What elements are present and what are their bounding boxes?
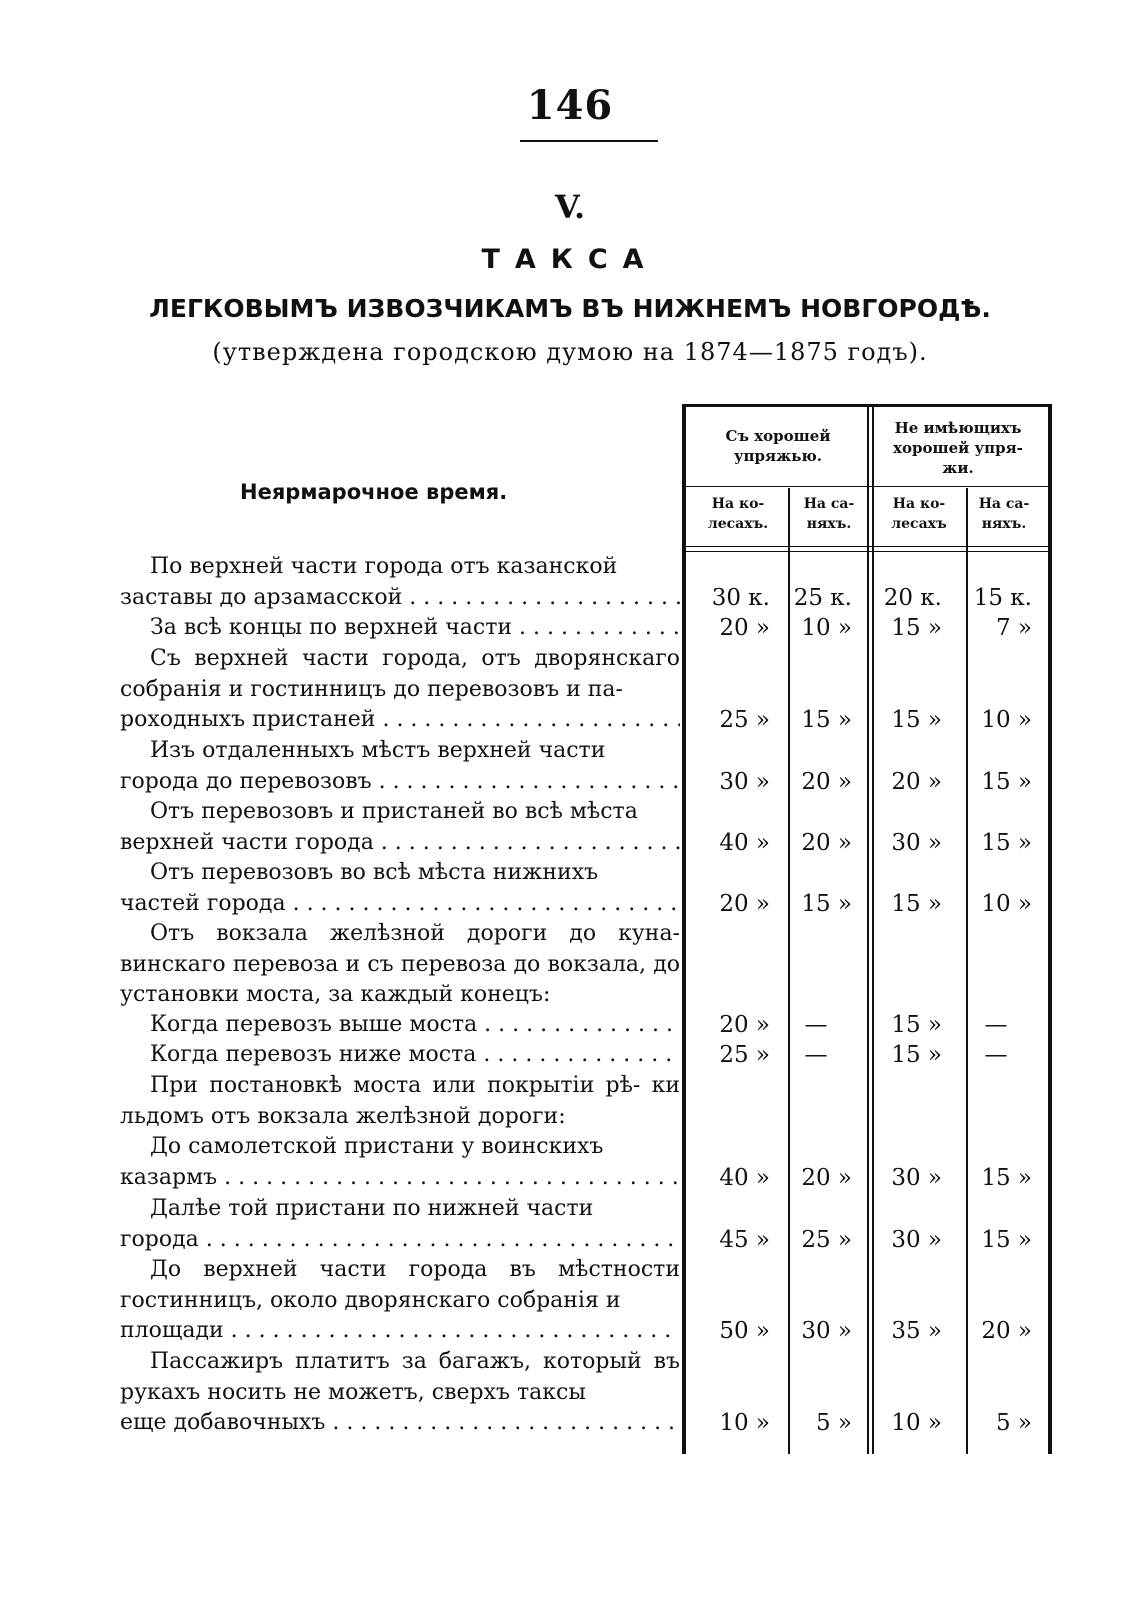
row-text: Отъ перевозовъ и пристаней во всѣ мѣста [150,799,638,824]
fare-value: 20 » [981,1318,1032,1345]
group-header-good-harness [690,426,866,466]
row-text: Съ верхней части города, отъ дворянскаго собранія и гостинницъ до перевозовъ и па- [120,646,680,702]
row-text: До самолетской пристани у воинскихъ [150,1134,604,1159]
fare-row-description [120,1255,680,1347]
fare-value: 30 » [719,768,770,795]
fare-value: 10 » [719,1410,770,1437]
row-last-line: За всѣ концы по верхней части . . . [120,613,680,644]
fare-row-description [120,736,680,797]
header-separator [686,486,1048,487]
fare-value: 35 » [891,1318,942,1345]
fare-value: 10 » [801,615,852,641]
document-subtitle: ЛЕГКОВЫМЪ ИЗВОЗЧИКАМЪ ВЪ НИЖНЕМЪ НОВГОРОДѢ. [149,294,991,323]
row-last-line: верхней части города . . . [120,828,680,859]
fare-value: 10 » [981,890,1032,917]
page-number-rule [520,140,658,142]
row-last-line: площади . . . [120,1316,680,1347]
column-header-sledge [966,494,1042,534]
fare-row-description [120,858,680,919]
fare-value: 25 » [801,1226,852,1253]
fare-value: 15 » [891,615,942,641]
row-text: При постановкѣ моста или покрытіи рѣ- ки льдомъ отъ вокзала желѣзной дороги: [120,1073,680,1129]
approval-note: (утверждена городскою думою на 1874—1875 годъ). [212,338,928,366]
group-header-no-good-harness [874,418,1042,478]
fare-value: 15 » [891,1042,942,1068]
fare-value: 15 » [981,768,1032,795]
fare-value: 40 » [719,829,770,856]
fare-row-description [120,1040,680,1071]
row-last-line: Когда перевозъ ниже моста . . . [120,1040,680,1071]
table-border-left [682,404,686,1454]
row-last-line: еще добавочныхъ . . . [120,1408,680,1439]
fare-value: 10 » [891,1410,942,1437]
row-text: Отъ перевозовъ во всѣ мѣста нижнихъ [150,860,599,885]
group-header-line: хорошей упря- [893,439,1023,457]
fare-value: — [984,1042,1008,1068]
fare-value: 30 » [891,1226,942,1253]
fare-value: 15 » [891,707,942,734]
fare-value: 25 » [719,707,770,734]
section-heading: Неярмарочное время. [240,480,508,504]
column-header-wheels [690,494,786,534]
fare-value: 15 » [981,829,1032,856]
row-last-line: роходныхъ пристаней . . . [120,705,680,736]
row-text: Пассажиръ платитъ за багажъ, который въ рукахъ носить не можетъ, сверхъ таксы [120,1349,680,1405]
fare-row-description [120,1132,680,1193]
fare-value: 30 к. [711,584,770,611]
fare-value: 7 » [995,615,1032,641]
fare-row-description [120,919,680,1011]
header-separator [686,551,1048,552]
fare-value: 15 » [981,1226,1032,1253]
fare-value: 20 » [719,615,770,641]
fare-row-description [120,1010,680,1041]
row-text: По верхней части города отъ казанской [150,554,618,579]
column-header-wheels [876,494,962,534]
fare-row-description [120,552,680,613]
group-divider [867,404,869,1454]
group-header-line: Не имѣющихъ [894,419,1022,437]
column-header-line: няхъ. [981,516,1027,532]
row-last-line: Когда перевозъ выше моста . . . [120,1010,680,1041]
row-last-line: города . . . [120,1225,680,1256]
fare-value: 15 » [891,1012,942,1038]
row-text: Далѣе той пристани по нижней части [150,1196,594,1221]
column-header-line: На ко- [892,496,946,512]
fare-row-description [120,1347,680,1439]
fare-value: 25 к. [793,584,852,611]
fare-row-description [120,613,680,644]
column-header-sledge [790,494,868,534]
fare-value: 30 » [801,1318,852,1345]
fare-value: 20 » [719,1012,770,1038]
fare-row-description [120,644,680,736]
fare-value: 5 » [815,1410,852,1437]
column-header-line: лесахъ [891,516,947,532]
group-header-line: упряжью. [733,447,823,465]
fare-value: 5 » [995,1410,1032,1437]
fare-value: — [984,1012,1008,1038]
fare-value: — [804,1042,828,1068]
fare-value: 10 » [981,707,1032,734]
fare-value: 15 » [891,890,942,917]
section-number: V. [554,188,586,226]
fare-value: 20 » [891,768,942,795]
row-text: До верхней части города въ мѣстности гостинницъ, около дворянскаго собранія и [120,1257,680,1313]
fare-value: 50 » [719,1318,770,1345]
group-header-line: Съ хорошей [725,427,831,445]
fare-value: — [804,1012,828,1038]
fare-value: 20 к. [883,584,942,611]
row-last-line: казармъ . . . [120,1163,680,1194]
fare-value: 15 » [801,707,852,734]
row-last-line: города до перевозовъ . . . [120,767,680,798]
row-text: Отъ вокзала желѣзной дороги до куна- винскаго перевоза и съ перевоза до вокзала, до установки моста, за каждый конецъ: [120,921,680,1008]
fare-value: 30 » [891,1164,942,1191]
fare-value: 15 к. [973,584,1032,611]
fare-value: 40 » [719,1164,770,1191]
fare-row-description [120,797,680,858]
group-divider [872,404,874,1454]
fare-value: 15 » [981,1164,1032,1191]
fare-row-description [120,1194,680,1255]
fare-value: 20 » [719,890,770,917]
row-text: Изъ отдаленныхъ мѣстъ верхней части [150,738,606,763]
column-header-line: На са- [978,496,1030,512]
page-number: 146 [526,82,614,129]
fare-value: 15 » [801,890,852,917]
column-header-line: На са- [803,496,855,512]
table-border-right [1048,404,1052,1454]
column-header-line: На ко- [711,496,765,512]
fare-value: 20 » [801,1164,852,1191]
fare-row-description [120,1071,680,1132]
document-title: ТАКСА [481,244,659,275]
row-last-line: заставы до арзамасской . . . [120,583,680,614]
column-header-line: лесахъ. [707,516,769,532]
fare-value: 30 » [891,829,942,856]
fare-value: 45 » [719,1226,770,1253]
column-header-line: няхъ. [806,516,852,532]
fare-value: 20 » [801,829,852,856]
fare-value: 25 » [719,1042,770,1068]
row-last-line: частей города . . . [120,889,680,920]
header-separator [686,546,1048,547]
group-header-line: жи. [942,459,974,477]
fare-value: 20 » [801,768,852,795]
